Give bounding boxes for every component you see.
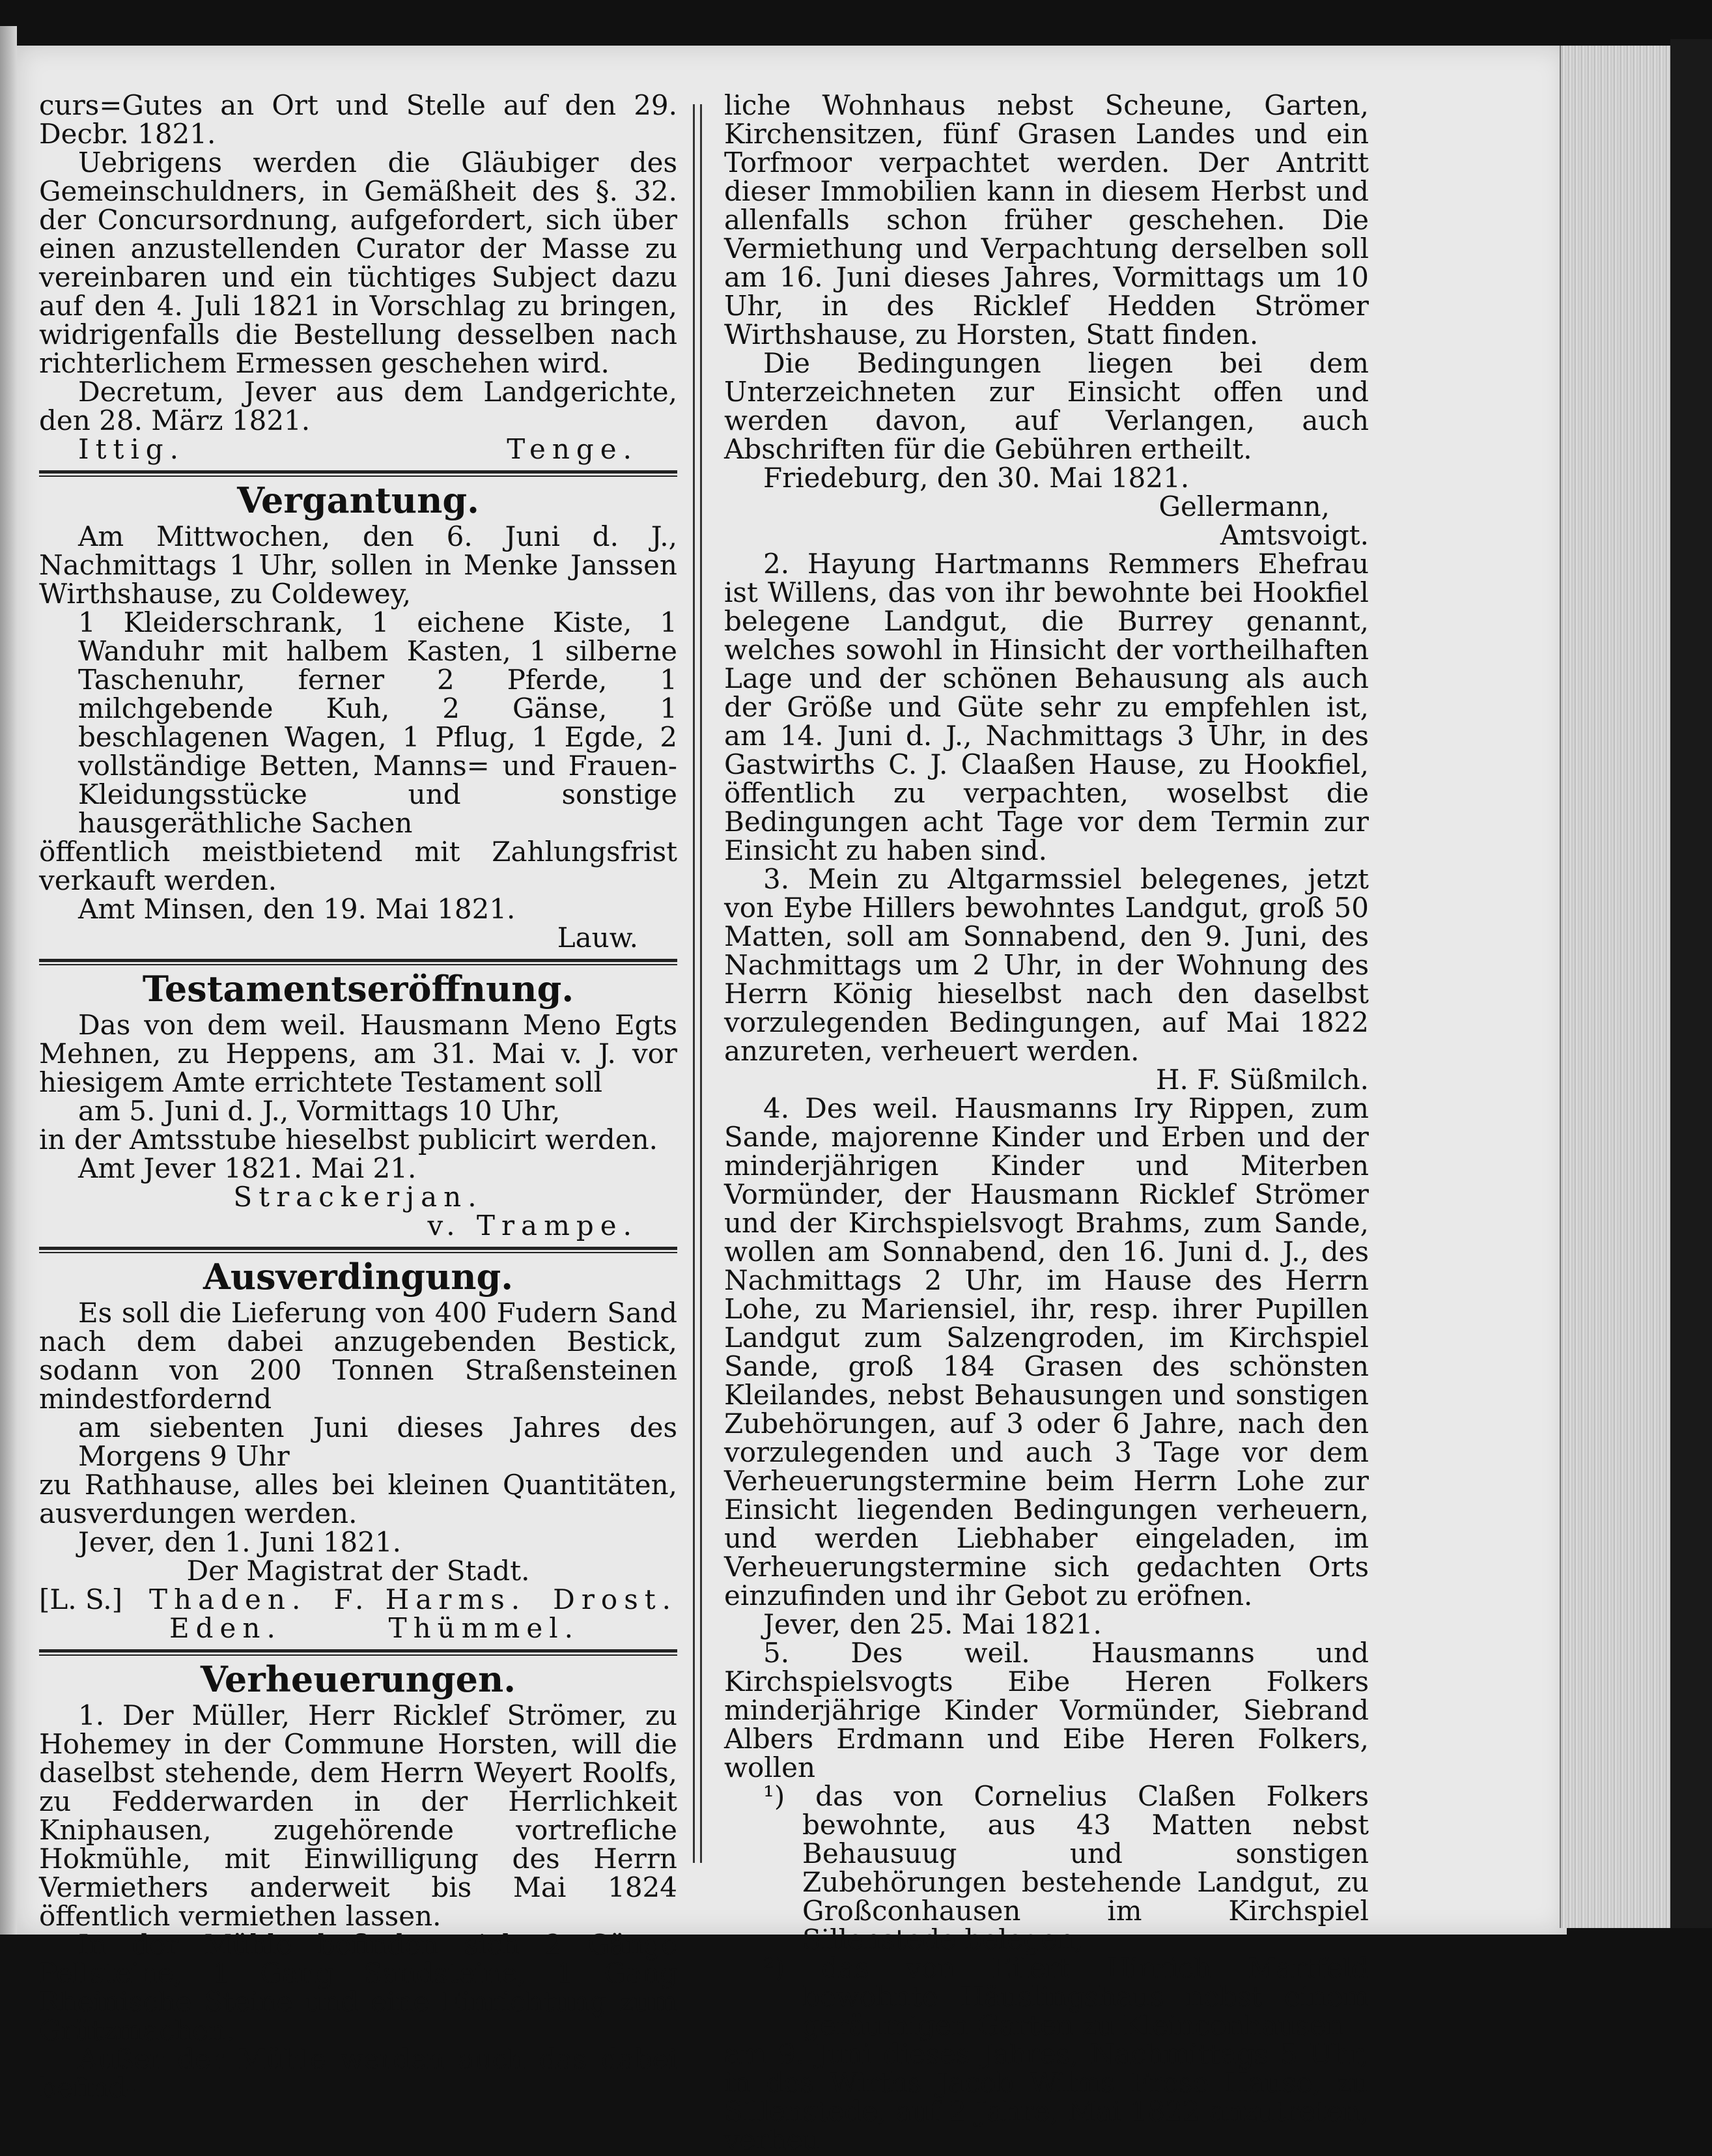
testament-place: Amt Jever 1821. Mai 21. [78,1152,417,1184]
verheuerung-1-place: Friedeburg, den 30. Mai 1821. [763,462,1190,494]
testament-text: Das von dem weil. Hausmann Meno Egts Mehnen, zu Heppens, am 31. Mai v. J. vor hiesigem Amte errichtete Testament soll [39,1009,677,1098]
section-rule [39,1649,677,1656]
signature: F. Harms. [333,1583,527,1615]
ausverdingung-text: Es soll die Lieferung von 400 Fudern Sand nach dem dabei anzugebenden Bestick, sodann von 200 Tonnen Straßensteinen mindestfordernd [39,1297,677,1415]
verheuerung-5-closing: am 9. Juni dieses Jahres, Nachmittags 5 Uhr, in des Wirths Jacob Wilms Frese Hause, zu Sillenstede, auf 2 Jahre, Mai 1822 anzutreten, verheu- [724,2038,1369,2156]
verheuerung-1-mill: In der Mühle befinden sich 2 Gänge Pellsteine, 1 Gang Sandsteine, 1 Gang Rheinische Steine und eine Einrichtung zum Grützmachen. [39,1929,677,2047]
testament-signature-2: v. Trampe. [427,1210,638,1241]
verheuerung-1-title: Amtsvoigt. [1220,519,1369,551]
section-heading: Vergantung. [237,479,479,521]
verheuerung-1-continued: Außer der Mühle werden auch das dabei befind- [39,2043,677,2104]
vergantung-items: 1 Kleiderschrank, 1 eichene Kiste, 1 Wanduhr mit halbem Kasten, 1 silberne Taschenuhr, ferner 2 Pferde, 1 milchgebende Kuh, 2 Gänse, 1 beschlagenen Wagen, 1 Pflug, 1 Egde, 2 vollständige Betten, Manns= und Frauen-Kleidungsstücke und sonstige hausgeräthliche Sachen [78,606,677,839]
testament-signature-1: Strackerjan. [233,1181,483,1213]
section-heading: Ausverdingung. [203,1256,514,1298]
vergantung-signature: Lauw. [557,922,638,954]
verheuerung-5-item-1: ¹) das von Cornelius Claßen Folkers bewohnte, aus 43 Matten nebst Behausuug und sonstigen Zubehörungen bestehende Landgut, zu Großconhausen im Kirchspiel Sillenstede belegen, [763,1780,1369,1955]
page-stack-edge [1560,46,1672,1928]
verheuerung-1-signature: Gellermann, [1158,490,1330,522]
section-heading: Testamentseröffnung. [142,968,574,1010]
section-heading: Verheuerungen. [200,1658,516,1700]
intro-signatures [39,435,677,464]
left-column [39,91,677,2103]
verheuerung-5: 5. Des weil. Hausmanns und Kirchspielsvogts Eibe Heren Folkers minderjährige Kinder Vormünder, Siebrand Albers Erdmann und Eibe Heren Folkers, wollen [724,1637,1369,1783]
signature: Thümmel. [388,1612,580,1644]
verheuerung-1: 1. Der Müller, Herr Ricklef Strömer, zu Hohemey in der Commune Horsten, will die daselbst stehende, dem Herrn Weyert Roolfs, zu Fedderwarden in der Herrlichkeit Kniphausen, zugehörende vortrefliche Hokmühle, mit Einwilligung des Herrn Vermiethers anderweit bis Mai 1824 öffentlich vermiethen lassen. [39,1699,677,1932]
verheuerung-4-place: Jever, den 25. Mai 1821. [763,1608,1102,1640]
signature: Thaden. [149,1583,307,1615]
section-rule [39,959,677,965]
ausverdingung-signatures [39,1585,677,1614]
signature: Eden. [169,1612,282,1644]
signature: Drost. [553,1583,677,1615]
intro-paragraph: Uebrigens werden die Gläubiger des Gemeinschuldners, in Gemäßheit des §. 32. der Concursordnung, aufgefordert, sich über einen anzustellenden Curator der Masse zu vereinbaren und ein tüchtiges Subject dazu auf den 4. Juli 1821 in Vorschlag zu bringen, widrigenfalls die Bestellung desselben nach richterlichem Ermessen geschehen wird. [39,147,677,379]
ausverdingung-date: am siebenten Juni dieses Jahres des Morgens 9 Uhr [78,1411,677,1472]
intro-decretum: Decretum, Jever aus dem Landgerichte, den 28. März 1821. [39,376,677,436]
ausverdingung-authority: Der Magistrat der Stadt. [186,1555,530,1587]
ausverdingung-signatures-2 [39,1614,677,1643]
signature: Ittig. [78,433,186,465]
background-shadow [1670,39,1712,1928]
vergantung-text: Am Mittwochen, den 6. Juni d. J., Nachmittags 1 Uhr, sollen in Menke Janssen Wirthshause, zu Coldewey, [39,520,677,610]
facing-page-edge [0,26,17,1935]
column-divider [693,104,702,1863]
section-rule [39,1247,677,1253]
verheuerung-1-continuation: liche Wohnhaus nebst Scheune, Garten, Kirchensitzen, fünf Grasen Landes und ein Torfmoor verpachtet werden. Der Antritt dieser Immobilien kann in diesem Herbst und allenfalls schon früher geschehen. Die Vermiethung und Verpachtung derselben soll am 16. Juni dieses Jahres, Vormittags um 10 Uhr, in des Ricklef Hedden Strömer Wirthshause, zu Horsten, Statt finden. [724,89,1369,350]
verheuerung-2: 2. Hayung Hartmanns Remmers Ehefrau ist Willens, das von ihr bewohnte bei Hookfiel belegene Landgut, die Burrey genannt, welches sowohl in Hinsicht der vortheilhaften Lage und der schönen Behausung als auch der Größe und Güte sehr zu empfehlen ist, am 14. Juni d. J., Nachmittags 3 Uhr, in des Gastwirths C. J. Claaßen Hause, zu Hookfiel, öffentlich zu verpachten, woselbst die Bedingungen acht Tage vor dem Termin zur Einsicht zu haben sind. [724,548,1369,866]
seal: [L. S.] [39,1583,122,1615]
verheuerung-1-conditions: Die Bedingungen liegen bei dem Unterzeichneten zur Einsicht offen und werden davon, auf Verlangen, auch Abschriften für die Gebühren ertheilt. [724,347,1369,465]
vergantung-place: Amt Minsen, den 19. Mai 1821. [78,893,516,925]
testament-closing: in der Amtsstube hieselbst publicirt werden. [39,1124,658,1156]
vergantung-closing: öffentlich meistbietend mit Zahlungsfrist verkauft werden. [39,836,677,896]
right-column [724,91,1369,2155]
testament-date: am 5. Juni d. J., Vormittags 10 Uhr, [78,1095,561,1127]
verheuerung-3-signature: H. F. Süßmilch. [1155,1064,1369,1096]
intro-continuation: curs=Gutes an Ort und Stelle auf den 29. Decbr. 1821. [39,89,677,150]
signature: Tenge. [507,433,638,465]
verheuerung-3: 3. Mein zu Altgarmssiel belegenes, jetzt von Eybe Hillers bewohntes Landgut, groß 50 Matten, soll am Sonnabend, den 9. Juni, des Nachmittags um 2 Uhr, in der Wohnung des Herrn König hieselbst nach den daselbst vorzulegenden Bedingungen, auf Mai 1822 anzureten, verheuert werden. [724,863,1369,1067]
ausverdingung-closing: zu Rathhause, alles bei kleinen Quantitäten, ausverdungen werden. [39,1469,677,1529]
verheuerung-4: 4. Des weil. Hausmanns Iry Rippen, zum Sande, majorenne Kinder und Erben und der minderjährigen Kinder und Miterben Vormünder, der Hausmann Ricklef Strömer und der Kirchspielsvogt Brahms, zum Sande, wollen am Sonnabend, den 16. Juni d. J., des Nachmittags 2 Uhr, im Hause des Herrn Lohe, zu Mariensiel, ihr, resp. ihrer Pupillen Landgut zum Salzengroden, im Kirchspiel Sande, groß 184 Grasen des schönsten Kleilandes, nebst Behausungen und sonstigen Zubehörungen, auf 3 oder 6 Jahre, nach den vorzulegenden und auch 3 Tage vor dem Verheuerungstermine beim Herrn Lohe zur Einsicht liegenden Bedingungen verheuern, und werden Liebhaber eingeladen, im Verheuerungstermine sich gedachten Orts einzufinden und ihr Gebot zu eröfnen. [724,1092,1369,1611]
section-rule [39,470,677,477]
ausverdingung-place: Jever, den 1. Juni 1821. [78,1526,401,1558]
verheuerung-5-item-2: ²) das von Eilert Hinrich Martfeld bewohnte Häuslingshaus nebst einem geräumigen Garten zu Kleinconhausen [763,1952,1369,2041]
